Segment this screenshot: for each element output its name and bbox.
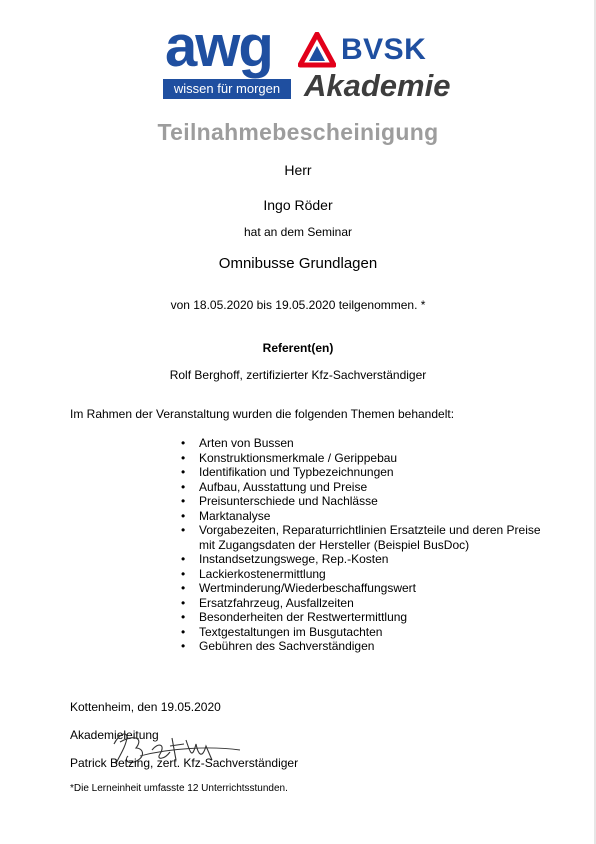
- list-item: [181, 552, 541, 567]
- list-item: [181, 639, 541, 654]
- topic-text: Instandsetzungswege, Rep.-Kosten: [199, 552, 389, 566]
- topic-text: Aufbau, Ausstattung und Preise: [199, 479, 368, 494]
- referent-name: Rolf Berghoff, zertifizierter Kfz-Sachverständiger: [169, 368, 427, 382]
- page-title: Teilnahmebescheinigung: [157, 119, 439, 145]
- bvsk-wordmark: BVSK: [341, 33, 427, 66]
- signer-role: Akademieleitung: [70, 728, 159, 742]
- participant-name: Ingo Röder: [263, 197, 333, 213]
- bullet-icon: •: [181, 595, 186, 610]
- signer-name: Patrick Betzing, zert. Kfz-Sachverständiger: [70, 756, 299, 770]
- bullet-icon: •: [181, 450, 186, 465]
- topic-text: Vorgabezeiten, Reparaturrichtlinien Ersatzteile und deren Preise mit Zugangsdaten der Hersteller (Beispiel BusDoc): [199, 523, 541, 552]
- topic-text: Identifikation und Typbezeichnungen: [199, 465, 394, 479]
- footnote: *Die Lerneinheit umfasste 12 Unterrichtsstunden.: [70, 783, 288, 794]
- topics-list: [181, 436, 541, 654]
- list-item: [181, 523, 541, 552]
- seminar-title: Omnibusse Grundlagen: [218, 255, 378, 272]
- topic-text: Konstruktionsmerkmale / Gerippebau: [199, 450, 398, 465]
- place-and-date: Kottenheim, den 19.05.2020: [70, 700, 221, 714]
- list-item: [181, 581, 541, 596]
- akademie-wordmark: Akademie: [304, 68, 451, 103]
- bullet-icon: •: [181, 581, 186, 595]
- list-item: [181, 596, 541, 611]
- bullet-icon: •: [181, 610, 186, 624]
- bullet-icon: •: [181, 639, 186, 653]
- list-item: [181, 465, 541, 480]
- list-item: [181, 610, 541, 625]
- list-item: [181, 625, 541, 640]
- list-item: [181, 567, 541, 582]
- bullet-icon: •: [181, 436, 186, 450]
- list-item: [181, 509, 541, 524]
- list-item: [181, 451, 541, 466]
- list-item: [181, 494, 541, 509]
- list-item: [181, 436, 541, 451]
- bullet-icon: •: [181, 566, 186, 581]
- bullet-icon: •: [181, 523, 186, 537]
- intro-text: hat an dem Seminar: [243, 225, 353, 239]
- topic-text: Besonderheiten der Restwertermittlung: [199, 610, 408, 624]
- seminar-dates: von 18.05.2020 bis 19.05.2020 teilgenommen. *: [170, 298, 426, 312]
- awg-logo-tagline: wissen für morgen: [163, 79, 291, 99]
- bullet-icon: •: [181, 494, 186, 508]
- topics-intro: Im Rahmen der Veranstaltung wurden die folgenden Themen behandelt:: [70, 407, 455, 421]
- bullet-icon: •: [181, 552, 186, 566]
- awg-logo-wordmark: awg: [165, 14, 272, 79]
- bvsk-akademie-logo: [298, 32, 451, 104]
- topic-text: Wertminderung/Wiederbeschaffungswert: [199, 581, 416, 595]
- topic-text: Marktanalyse: [199, 508, 271, 523]
- bullet-icon: •: [181, 624, 186, 639]
- bullet-icon: •: [181, 508, 186, 523]
- bullet-icon: •: [181, 479, 186, 494]
- topic-text: Gebühren des Sachverständigen: [199, 639, 375, 653]
- topic-text: Arten von Bussen: [199, 436, 294, 450]
- topic-text: Lackierkostenermittlung: [199, 566, 326, 581]
- topic-text: Ersatzfahrzeug, Ausfallzeiten: [199, 595, 354, 610]
- handwritten-signature: [100, 720, 250, 780]
- referent-heading: Referent(en): [262, 341, 334, 355]
- awg-logo: [163, 14, 291, 102]
- bullet-icon: •: [181, 465, 186, 479]
- list-item: [181, 480, 541, 495]
- bvsk-triangle-icon: [298, 32, 336, 68]
- topic-text: Textgestaltungen im Busgutachten: [199, 624, 383, 639]
- topic-text: Preisunterschiede und Nachlässe: [199, 494, 378, 508]
- salutation: Herr: [284, 162, 312, 178]
